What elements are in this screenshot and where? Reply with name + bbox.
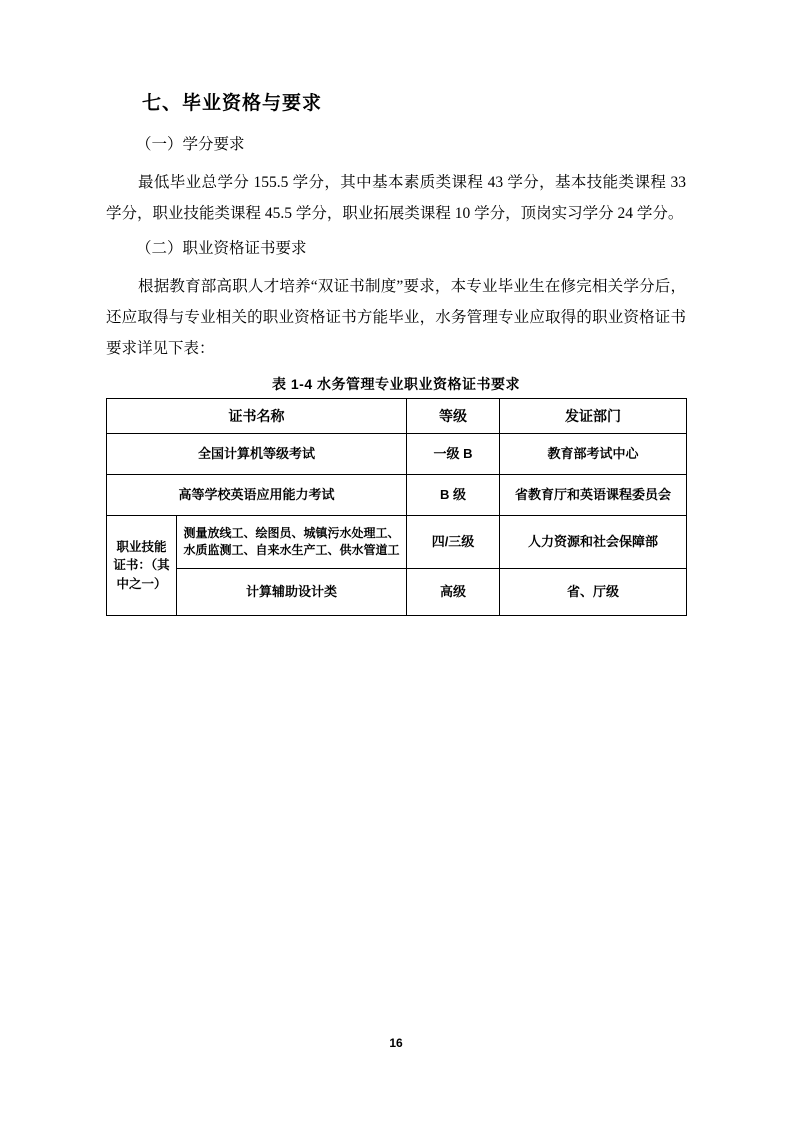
cell-cert-name: 测量放线工、绘图员、城镇污水处理工、水质监测工、自来水生产工、供水管道工: [177, 516, 407, 569]
certificate-requirements-table: [106, 398, 687, 616]
table-row: [107, 516, 687, 569]
cell-cert-dept: 人力资源和社会保障部: [500, 516, 687, 569]
cell-cert-name: 计算辅助设计类: [177, 569, 407, 616]
page-number: 16: [389, 1036, 403, 1050]
cell-cert-name: 高等学校英语应用能力考试: [107, 475, 407, 516]
cell-cert-level: 四/三级: [407, 516, 500, 569]
table-caption: 表 1-4 水务管理专业职业资格证书要求: [271, 376, 520, 393]
cell-cert-dept: 省教育厅和英语课程委员会: [500, 475, 687, 516]
cell-cert-level: 高级: [407, 569, 500, 616]
table-row: [107, 434, 687, 475]
paragraph-certificate-requirements: 根据教育部高职人才培养“双证书制度”要求，本专业毕业生在修完相关学分后，还应取得与专业相关的职业资格证书方能毕业，水务管理专业应取得的职业资格证书要求详见下表：: [106, 278, 686, 358]
table-header-dept: 发证部门: [500, 399, 687, 434]
cell-cert-name: 全国计算机等级考试: [107, 434, 407, 475]
subsection-title-credits: （一）学分要求: [136, 136, 245, 153]
table-header-name: 证书名称: [107, 399, 407, 434]
cell-cert-level: 一级 B: [407, 434, 500, 475]
table-header-level: 等级: [407, 399, 500, 434]
table-row: [107, 475, 687, 516]
page-title: 七、毕业资格与要求: [142, 93, 323, 114]
paragraph-credit-requirements: 最低毕业总学分 155.5 学分，其中基本素质类课程 43 学分，基本技能类课程 33 学分，职业技能类课程 45.5 学分，职业拓展类课程 10 学分，顶岗实习学分 24 学分。: [106, 174, 686, 223]
cell-cert-group-label: 职业技能证书：（其中之一）: [107, 516, 177, 616]
table-header-row: [107, 399, 687, 434]
subsection-title-certificates: （二）职业资格证书要求: [136, 240, 307, 258]
cell-cert-level: B 级: [407, 475, 500, 516]
cell-cert-dept: 教育部考试中心: [500, 434, 687, 475]
table-row: [107, 569, 687, 616]
page-content: [106, 88, 686, 616]
cell-cert-dept: 省、厅级: [500, 569, 687, 616]
